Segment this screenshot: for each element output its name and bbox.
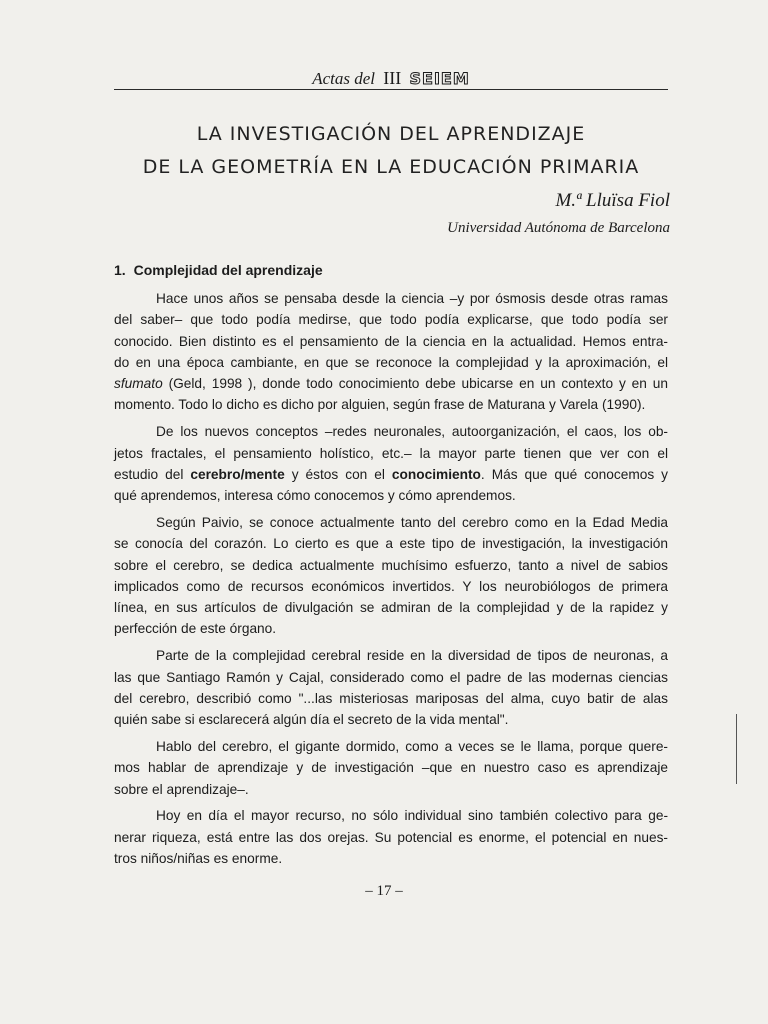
text-line: sobre el aprendizaje–. [114, 781, 249, 797]
author-affiliation: Universidad Autónoma de Barcelona [447, 220, 670, 236]
section-heading [114, 261, 323, 279]
paragraph [114, 805, 668, 869]
text-line: conocido. Bien distinto es el pensamiento de la ciencia en la actualidad. Hemos entra- [114, 333, 668, 349]
author-name: M.ª Lluïsa Fiol [555, 190, 670, 211]
text-line-bold-terms: estudio del cerebro/mente y éstos con el conocimiento. Más que qué conocemos y [114, 466, 668, 482]
text-line: nerar riqueza, está entre las dos orejas. Su potencial es enorme, el potencial en nues- [114, 829, 668, 845]
paragraph [114, 512, 668, 640]
article-title-line-2: DE LA GEOMETRÍA EN LA EDUCACIÓN PRIMARIA [142, 156, 640, 178]
text-line: Parte de la complejidad cerebral reside en la diversidad de tipos de neuronas, a [156, 648, 668, 664]
section-number: 1. [114, 262, 126, 278]
seiem-logo: SEIEM [409, 69, 470, 88]
text-line: perfección de este órgano. [114, 621, 277, 637]
text-line: quién sabe si esclarecerá algún día el secreto de la vida mental". [114, 712, 509, 728]
text-line: del cerebro, describió como "...las misteriosas mariposas del alma, cuyo batir de alas [114, 690, 668, 706]
body-text [114, 288, 668, 875]
text-line: momento. Todo lo dicho es dicho por alguien, según frase de Maturana y Varela (1990). [114, 397, 646, 413]
text-line-sfumato: sfumato (Geld, 1998 ), donde todo conocimiento debe ubicarse en un contexto y en un [114, 376, 668, 392]
text-line: Hablo del cerebro, el gigante dormido, como a veces se le llama, porque quere- [156, 738, 668, 754]
text-line: sobre el cerebro, se dedica actualmente muchísimo esfuerzo, tanto a nivel de sabios [114, 557, 668, 573]
text-line: qué aprendemos, interesa cómo conocemos y cómo aprendemos. [114, 488, 516, 504]
text-line: mos hablar de aprendizaje y de investigación –que en nuestro caso es aprendizaje [114, 760, 668, 776]
text-line: do en una época cambiante, en que se reconoce la complejidad y la aproximación, el [114, 354, 668, 370]
section-title: Complejidad del aprendizaje [133, 262, 323, 278]
text-line: Hoy en día el mayor recurso, no sólo individual sino también colectivo para ge- [156, 808, 668, 824]
text-line: del saber– que todo podía medirse, que todo podía explicarse, que todo podía ser [114, 312, 668, 328]
margin-mark [736, 714, 737, 784]
article-title-line-1: LA INVESTIGACIÓN DEL APRENDIZAJE [196, 123, 586, 145]
text-line: las que Santiago Ramón y Cajal, considerado como el padre de las modernas ciencias [114, 669, 668, 685]
text-line: tros niños/niñas es enorme. [114, 850, 283, 866]
text-line: Según Paivio, se conoce actualmente tanto del cerebro como en la Edad Media [156, 514, 668, 530]
text-line: Hace unos años se pensaba desde la ciencia –y por ósmosis desde otras ramas [156, 291, 668, 306]
running-header-actas: Actas del [312, 69, 376, 88]
text-line: jetos fractales, el pensamiento holístico, etc.– la mayor parte tienen que ver con el [114, 445, 668, 461]
text-line: De los nuevos conceptos –redes neuronales, autoorganización, el caos, los ob- [156, 424, 668, 440]
header-rule [114, 89, 668, 90]
paragraph [114, 736, 668, 800]
page-number: – 17 – [365, 883, 403, 899]
article-title [100, 118, 682, 184]
paragraph [114, 421, 668, 506]
paragraph [114, 645, 668, 730]
text-line: línea, en sus artículos de divulgación se admiran de la complejidad y de la rapidez y [114, 600, 668, 616]
text-line: se conocía del corazón. Lo cierto es que a este tipo de investigación, la investigación [114, 536, 668, 552]
running-header-volume: III [383, 68, 402, 88]
running-header [114, 68, 668, 89]
text-line: implicados como de recursos económicos invertidos. Y los neurobiólogos de primera [114, 578, 668, 594]
paragraph [114, 288, 668, 416]
